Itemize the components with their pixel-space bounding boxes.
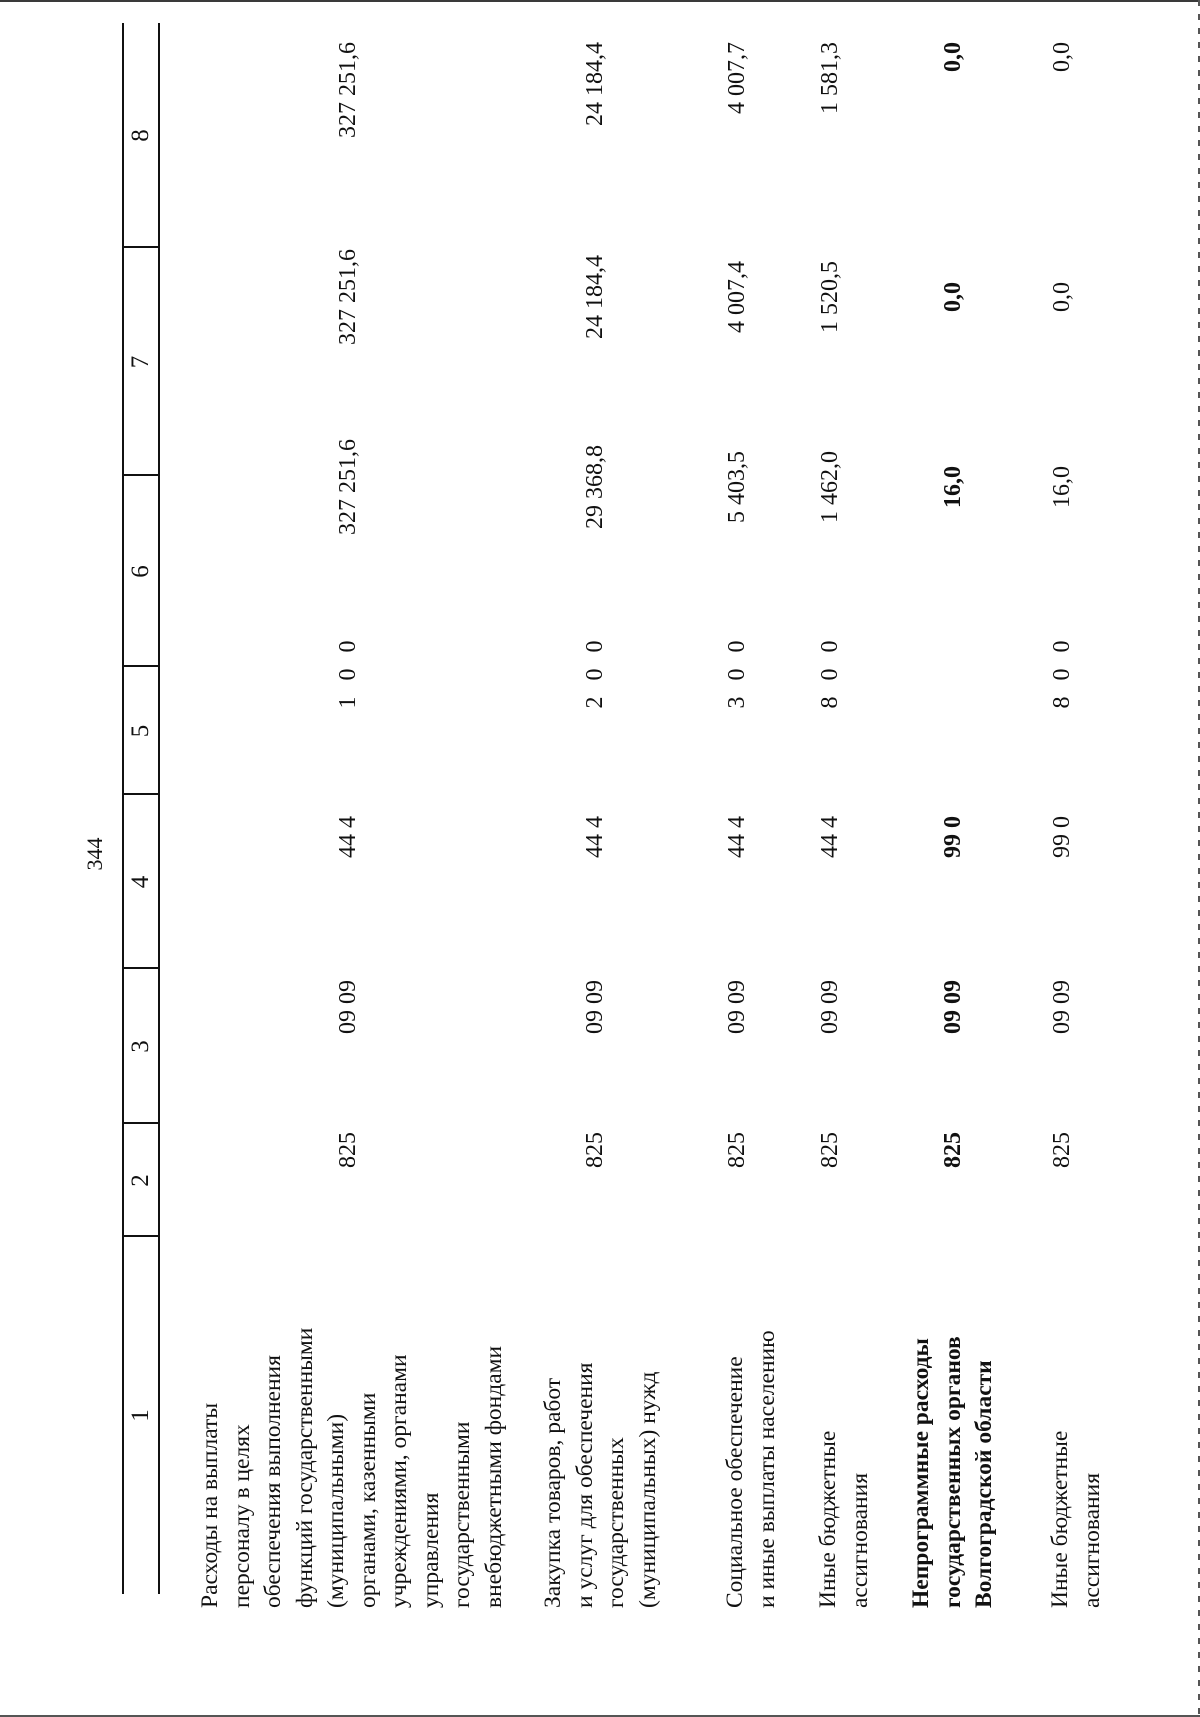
cell-col6: 16,0 (1049, 466, 1075, 508)
cell-col5: 1 0 0 (335, 635, 361, 709)
cell-col4: 99 0 (940, 816, 966, 858)
cell-col5: 8 0 0 (817, 635, 843, 709)
cell-col8: 4 007,7 (724, 42, 750, 114)
cell-col6: 5 403,5 (724, 451, 750, 523)
cell-col7: 1 520,5 (817, 261, 843, 333)
cell-col3: 09 09 (817, 980, 843, 1034)
page-number: 344 (82, 837, 107, 871)
cell-col6: 1 462,0 (817, 451, 843, 523)
column-header-7: 7 (127, 355, 154, 369)
table-header-rule (158, 23, 160, 1594)
cell-col8: 327 251,6 (335, 42, 361, 138)
cell-col6: 29 368,8 (582, 445, 608, 529)
cell-col5: 2 0 0 (582, 635, 608, 709)
cell-col6: 16,0 (940, 466, 966, 508)
cell-col4: 44 4 (582, 816, 608, 858)
row-label: Иные бюджетные ассигнования (1047, 1430, 1105, 1608)
cell-col2: 825 (335, 1132, 361, 1168)
cell-col3: 09 09 (335, 980, 361, 1034)
cell-col2: 825 (724, 1132, 750, 1168)
cell-col4: 44 4 (817, 816, 843, 858)
cell-col5: 3 0 0 (724, 635, 750, 709)
row-label: Закупка товаров, работ и услуг для обеспечения государственных (муниципальных) нужд (540, 1362, 661, 1608)
cell-col6: 327 251,6 (335, 439, 361, 535)
cell-col4: 99 0 (1049, 816, 1075, 858)
cell-col8: 0,0 (1049, 42, 1075, 72)
cell-col4: 44 4 (335, 816, 361, 858)
cell-col3: 09 09 (940, 980, 966, 1034)
cell-col5: 8 0 0 (1049, 635, 1075, 709)
column-header-1: 1 (127, 1409, 154, 1422)
table-top-rule (122, 23, 124, 1594)
cell-col8: 1 581,3 (817, 42, 843, 114)
column-header-2: 2 (127, 1174, 154, 1187)
cell-col7: 4 007,4 (724, 261, 750, 333)
cell-col7: 327 251,6 (335, 249, 361, 345)
cell-col2: 825 (1049, 1132, 1075, 1168)
cell-col8: 0,0 (940, 42, 966, 72)
column-header-8: 8 (127, 129, 154, 142)
cell-col3: 09 09 (1049, 980, 1075, 1034)
cell-col3: 09 09 (582, 980, 608, 1034)
cell-col4: 44 4 (724, 816, 750, 858)
cell-col7: 0,0 (940, 282, 966, 312)
cell-col2: 825 (582, 1132, 608, 1168)
cell-col8: 24 184,4 (582, 42, 608, 126)
column-header-4: 4 (127, 875, 154, 889)
column-header-6: 6 (127, 565, 154, 578)
row-label: Непрограммные расходы государственных органов Волгоградской области (908, 1336, 997, 1608)
cell-col2: 825 (817, 1132, 843, 1168)
cell-col2: 825 (940, 1132, 966, 1168)
cell-col7: 0,0 (1049, 282, 1075, 312)
row-label: Расходы на выплаты персоналу в целях обеспечения выполнения функций государственными (муниципальными) органами, казенными учреждениями, органами управления государственными внебюджетными фондами (197, 1327, 507, 1608)
cell-col7: 24 184,4 (582, 255, 608, 339)
column-header-3: 3 (127, 1040, 154, 1053)
row-label: Иные бюджетные ассигнования (815, 1430, 873, 1608)
column-header-5: 5 (127, 724, 154, 738)
row-label: Социальное обеспечение и иные выплаты населению (722, 1330, 780, 1608)
cell-col3: 09 09 (724, 980, 750, 1034)
